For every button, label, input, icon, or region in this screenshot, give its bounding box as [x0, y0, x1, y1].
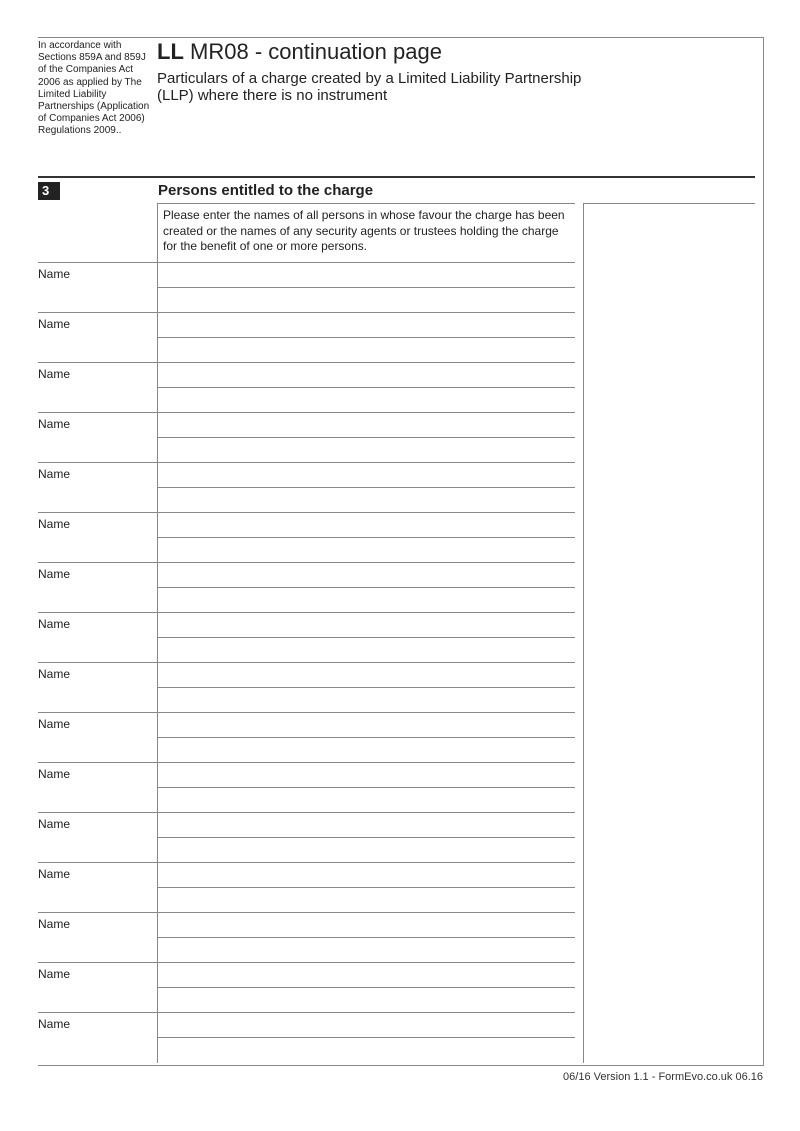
name-label: Name	[38, 517, 71, 531]
name-field-line-1[interactable]	[158, 663, 575, 687]
section-heading: Persons entitled to the charge	[158, 182, 374, 199]
name-label: Name	[38, 717, 71, 731]
name-field-line-1[interactable]	[158, 513, 575, 537]
name-field-line-2[interactable]	[158, 938, 575, 962]
name-label: Name	[38, 417, 71, 431]
name-field-line-2[interactable]	[158, 788, 575, 812]
name-label: Name	[38, 367, 71, 381]
page-subtitle: Particulars of a charge created by a Limited Liability Partnership (LLP) where there is no instrument	[157, 70, 582, 104]
name-field-line-1[interactable]	[158, 863, 575, 887]
name-label: Name	[38, 867, 71, 881]
legal-note: In accordance with Sections 859A and 859J of the Companies Act 2006 as applied by The Limited Liability Partnerships (Application of Companies Act 2006) Regulations 2009..	[38, 40, 150, 137]
name-field-line-1[interactable]	[158, 813, 575, 837]
name-label: Name	[38, 467, 71, 481]
name-field-line-2[interactable]	[158, 738, 575, 762]
name-label: Name	[38, 567, 71, 581]
name-field-line-1[interactable]	[158, 563, 575, 587]
instruction-text: Please enter the names of all persons in whose favour the charge has been created or the names of any security agents or trustees holding the charge for the benefit of one or more persons.	[163, 208, 565, 253]
page-title	[157, 39, 442, 65]
title-prefix: LL	[157, 39, 184, 64]
name-field-line-1[interactable]	[158, 913, 575, 937]
name-field-line-2[interactable]	[158, 538, 575, 562]
name-field-line-2[interactable]	[158, 588, 575, 612]
name-label: Name	[38, 1017, 71, 1031]
name-field-line-2[interactable]	[158, 838, 575, 862]
footer-version: 06/16 Version 1.1 - FormEvo.co.uk 06.16	[563, 1071, 763, 1083]
name-field-line-1[interactable]	[158, 713, 575, 737]
name-label: Name	[38, 267, 71, 281]
name-label: Name	[38, 767, 71, 781]
name-field-line-1[interactable]	[158, 763, 575, 787]
name-field-line-2[interactable]	[158, 288, 575, 312]
name-label: Name	[38, 317, 71, 331]
name-field-line-1[interactable]	[158, 963, 575, 987]
name-label: Name	[38, 617, 71, 631]
name-field-line-2[interactable]	[158, 688, 575, 712]
name-label: Name	[38, 667, 71, 681]
section-number: 3	[38, 182, 60, 200]
name-field-line-2[interactable]	[158, 988, 575, 1012]
name-field-line-2[interactable]	[158, 638, 575, 662]
name-field-line-2[interactable]	[158, 438, 575, 462]
name-field-line-2[interactable]	[158, 1038, 575, 1062]
name-label: Name	[38, 967, 71, 981]
name-label: Name	[38, 917, 71, 931]
name-field-line-2[interactable]	[158, 488, 575, 512]
name-field-line-2[interactable]	[158, 388, 575, 412]
name-field-line-1[interactable]	[158, 263, 575, 287]
title-text: MR08 - continuation page	[190, 39, 442, 64]
name-field-line-1[interactable]	[158, 613, 575, 637]
name-label: Name	[38, 817, 71, 831]
name-field-line-2[interactable]	[158, 338, 575, 362]
name-field-line-2[interactable]	[158, 888, 575, 912]
name-field-line-1[interactable]	[158, 463, 575, 487]
section-divider	[38, 176, 755, 178]
name-field-line-1[interactable]	[158, 363, 575, 387]
name-field-line-1[interactable]	[158, 1013, 575, 1037]
name-field-line-1[interactable]	[158, 413, 575, 437]
name-field-line-1[interactable]	[158, 313, 575, 337]
